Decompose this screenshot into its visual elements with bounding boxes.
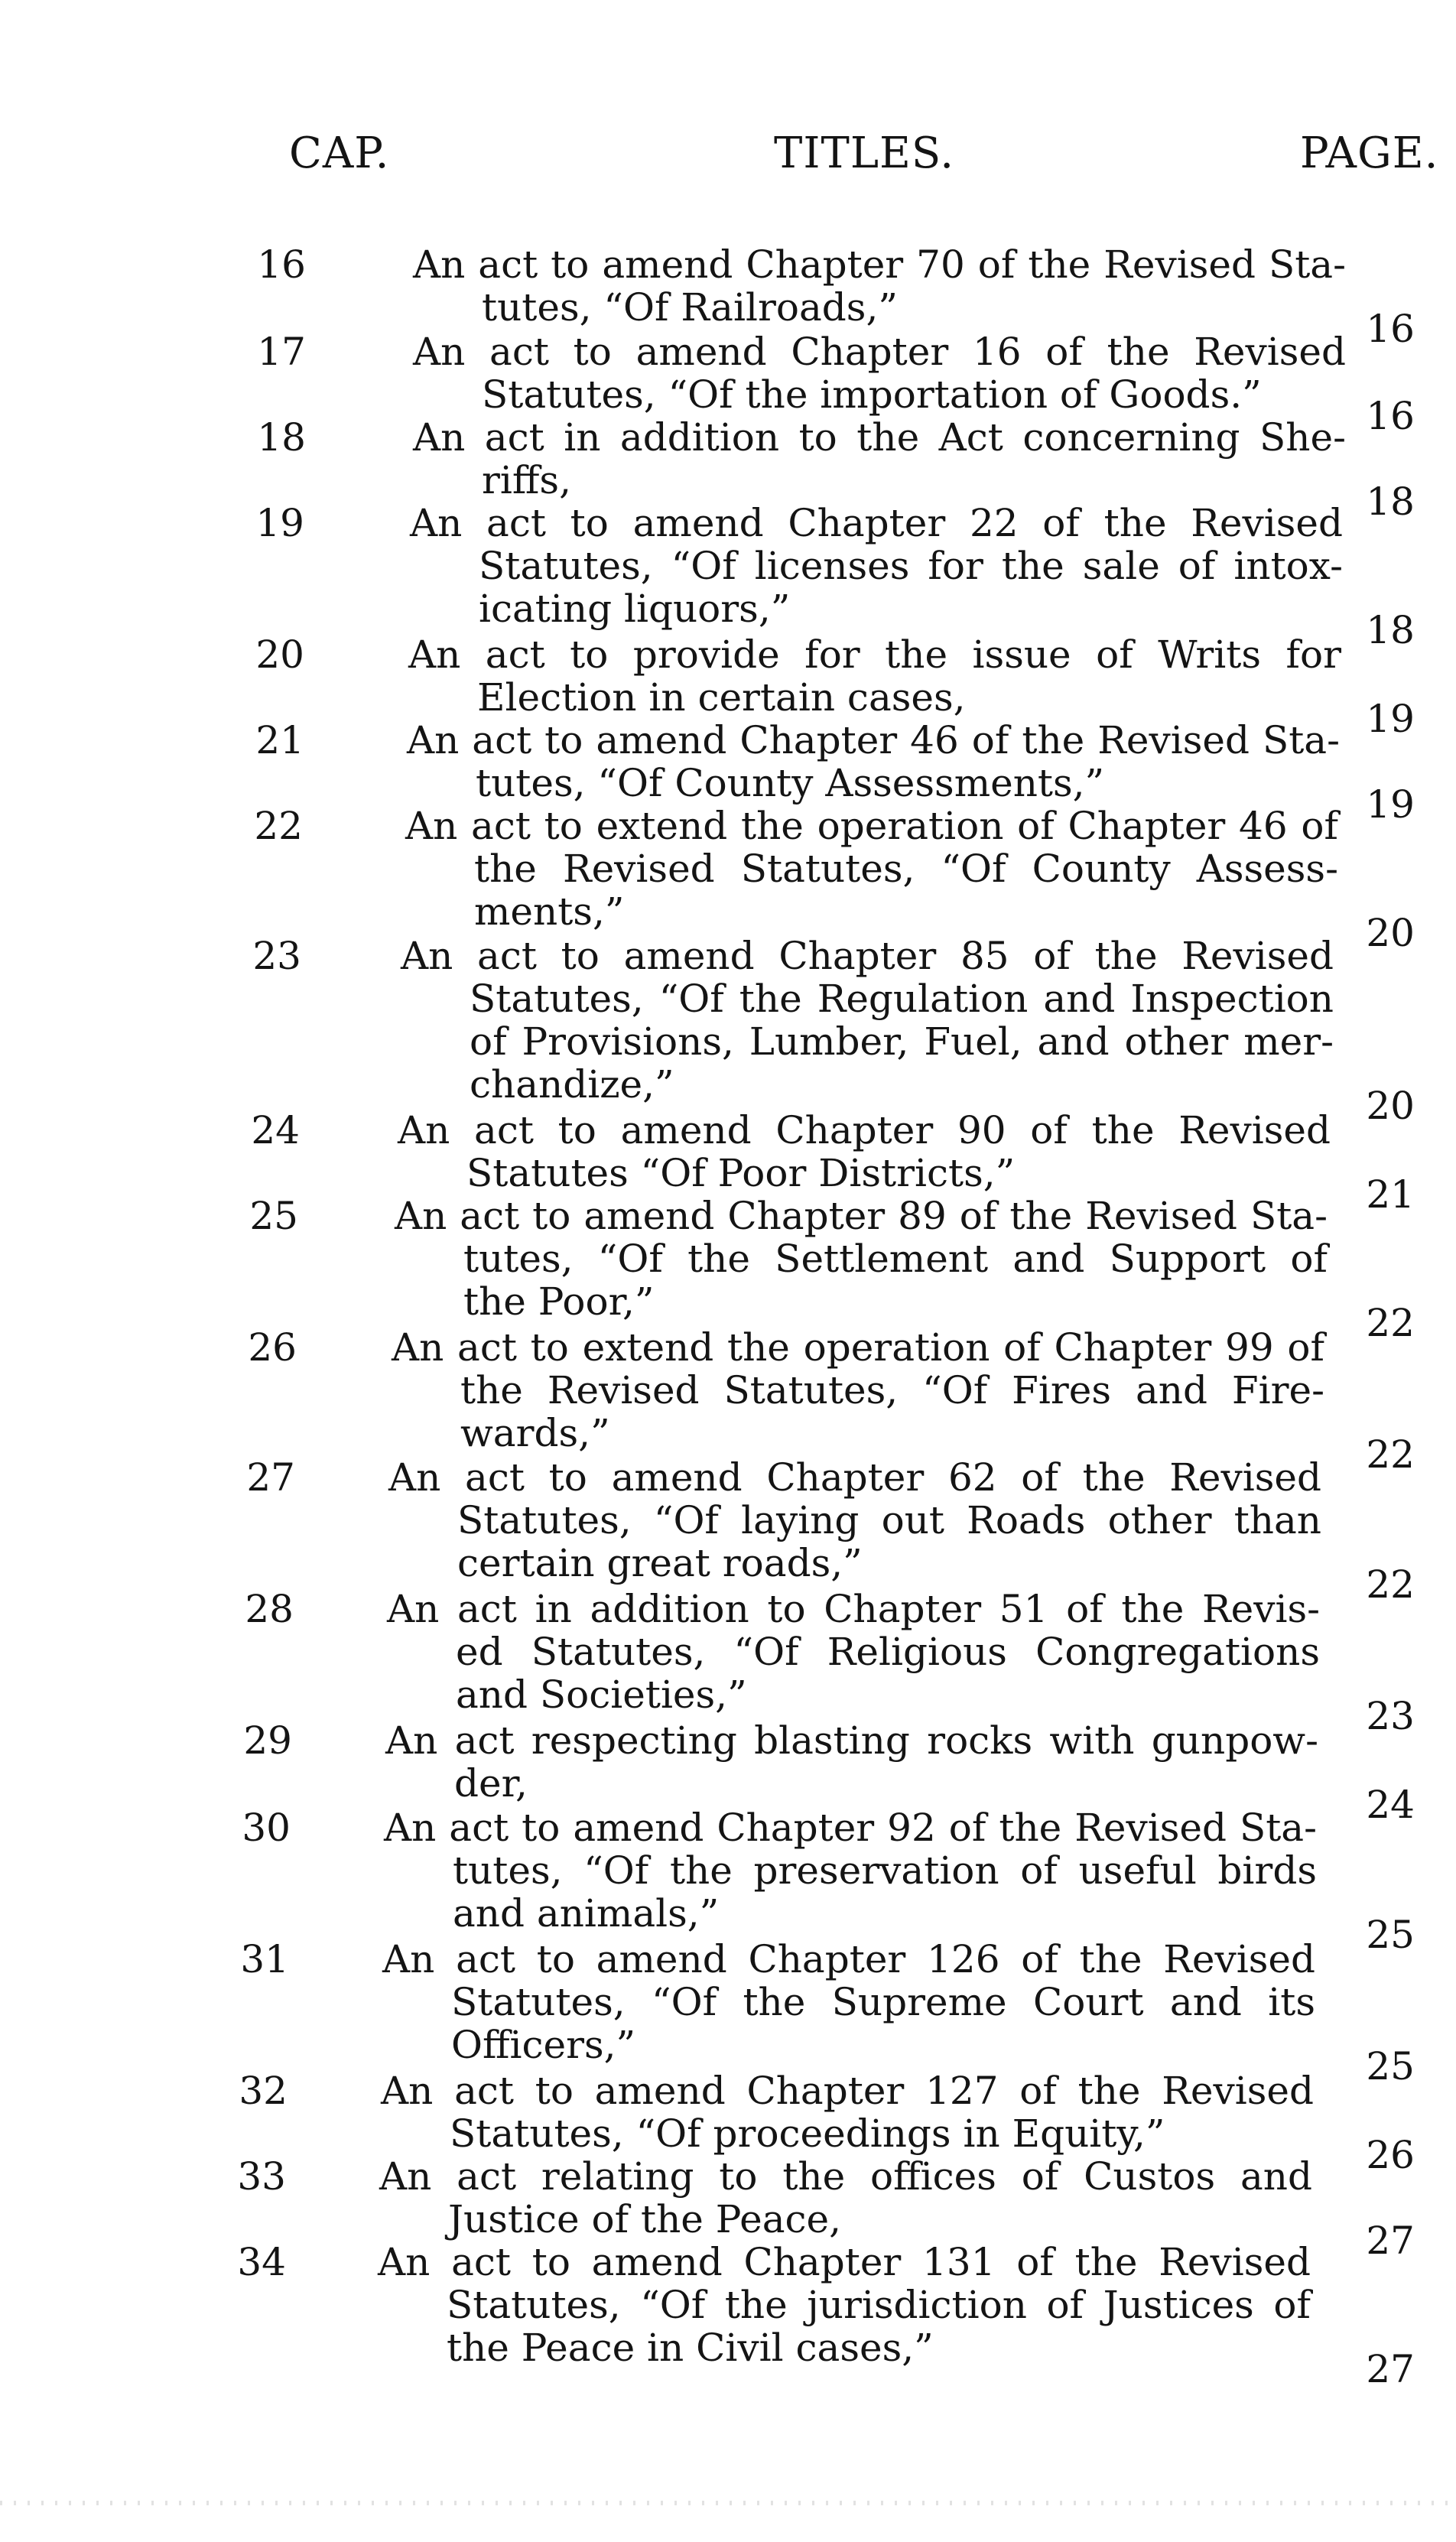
- page-number: 16: [1366, 394, 1415, 438]
- chapter-number: 30: [242, 1806, 291, 1850]
- page-number: 20: [1366, 911, 1415, 955]
- act-title-line: the Peace in Civil cases,”: [447, 2326, 934, 2370]
- chapter-number: 33: [237, 2154, 286, 2199]
- act-title-line: An act to extend the operation of Chapter 46 of: [405, 804, 1338, 848]
- page-number: 24: [1366, 1783, 1415, 1827]
- chapter-number: 22: [254, 804, 303, 848]
- chapter-number: 28: [245, 1587, 294, 1631]
- page-number: 22: [1366, 1432, 1415, 1477]
- act-title-line: An act in addition to the Act concerning She-: [413, 415, 1346, 460]
- act-title-line: An act to amend Chapter 62 of the Revised: [388, 1455, 1321, 1500]
- act-title: [401, 935, 1334, 1106]
- act-title-line: tutes, “Of the preservation of useful birds: [453, 1848, 1317, 1893]
- act-title-line: An act to amend Chapter 46 of the Revised Sta-: [407, 718, 1340, 762]
- act-title-line: An act to amend Chapter 90 of the Revised: [398, 1108, 1331, 1152]
- chapter-number: 21: [255, 718, 304, 762]
- act-title-line: Officers,”: [451, 2023, 636, 2067]
- act-title: [413, 416, 1346, 502]
- chapter-number: 23: [252, 934, 301, 978]
- chapter-number: 32: [239, 2069, 288, 2113]
- act-title-line: der,: [454, 1761, 528, 1806]
- act-title: [388, 1456, 1321, 1585]
- act-title-line: An act to amend Chapter 126 of the Revised: [382, 1937, 1315, 1981]
- act-title: [413, 330, 1346, 416]
- chapter-number: 19: [255, 501, 304, 545]
- act-title-line: certain great roads,”: [457, 1541, 863, 1585]
- page-number: 27: [1366, 2347, 1415, 2391]
- page-number: 19: [1366, 782, 1415, 827]
- page-number: 21: [1366, 1172, 1415, 1217]
- page-number: 23: [1366, 1694, 1415, 1738]
- act-title-line: An act to amend Chapter 22 of the Revised: [410, 501, 1343, 545]
- chapter-number: 25: [249, 1194, 298, 1238]
- act-title: [410, 502, 1343, 630]
- chapter-number: 31: [240, 1937, 289, 1981]
- act-title: [407, 719, 1340, 805]
- act-title-line: the Poor,”: [463, 1279, 655, 1324]
- act-title-line: the Revised Statutes, “Of County Assess-: [474, 847, 1338, 891]
- header-page: PAGE.: [1300, 128, 1439, 178]
- act-title-line: An act to provide for the issue of Writs for: [408, 632, 1341, 677]
- act-title-line: Statutes, “Of the importation of Goods.”: [482, 372, 1262, 417]
- page-edge-speckle: [0, 2501, 1456, 2505]
- act-title: [405, 805, 1338, 933]
- act-title-line: tutes, “Of Railroads,”: [482, 285, 898, 330]
- chapter-number: 34: [237, 2240, 286, 2284]
- act-title: [408, 633, 1341, 719]
- chapter-number: 26: [248, 1325, 297, 1370]
- page-number: 18: [1366, 479, 1415, 524]
- page-number: 27: [1366, 2219, 1415, 2263]
- chapter-number: 16: [257, 242, 306, 287]
- act-title: [395, 1195, 1328, 1323]
- chapter-number: 24: [251, 1108, 300, 1152]
- chapter-number: 20: [255, 632, 304, 677]
- act-title-line: icating liquors,”: [479, 587, 791, 631]
- page-number: 22: [1366, 1301, 1415, 1345]
- page-number: 22: [1366, 1562, 1415, 1607]
- act-title: [392, 1326, 1324, 1455]
- act-title-line: An act to amend Chapter 85 of the Revised: [401, 934, 1334, 978]
- act-title-line: An act to amend Chapter 131 of the Revised: [378, 2240, 1311, 2284]
- act-title-line: An act to amend Chapter 89 of the Revised Sta-: [395, 1194, 1328, 1238]
- act-title-line: Justice of the Peace,: [448, 2197, 842, 2241]
- act-title: [398, 1109, 1331, 1195]
- act-title-line: and Societies,”: [456, 1672, 747, 1717]
- act-title-line: An act respecting blasting rocks with gunpow-: [385, 1718, 1318, 1763]
- page-number: 25: [1366, 2044, 1415, 2089]
- page-number: 26: [1366, 2133, 1415, 2177]
- act-title-line: Statutes, “Of licenses for the sale of intox-: [479, 544, 1343, 588]
- act-title-line: Statutes, “Of laying out Roads other than: [457, 1498, 1321, 1542]
- act-title-line: An act to amend Chapter 70 of the Revised Sta-: [413, 242, 1346, 287]
- act-title: [379, 2155, 1312, 2241]
- act-title-line: An act relating to the offices of Custos and: [379, 2154, 1312, 2199]
- act-title: [382, 1938, 1315, 2066]
- page-number: 20: [1366, 1084, 1415, 1128]
- header-titles: TITLES.: [774, 128, 955, 178]
- act-title: [381, 2069, 1314, 2155]
- page-number: 25: [1366, 1913, 1415, 1957]
- page-number: 18: [1366, 608, 1415, 652]
- act-title-line: Statutes, “Of proceedings in Equity,”: [450, 2111, 1165, 2156]
- act-title-line: An act to amend Chapter 92 of the Revised Sta-: [384, 1806, 1317, 1850]
- header-cap: CAP.: [289, 128, 390, 178]
- page-number: 19: [1366, 697, 1415, 741]
- act-title-line: An act in addition to Chapter 51 of the Revis-: [387, 1587, 1320, 1631]
- act-title: [378, 2241, 1311, 2369]
- act-title-line: wards,”: [460, 1411, 610, 1455]
- chapter-number: 29: [243, 1718, 292, 1763]
- act-title-line: the Revised Statutes, “Of Fires and Fire-: [460, 1368, 1324, 1412]
- chapter-number: 27: [246, 1455, 295, 1500]
- chapter-number: 17: [257, 330, 306, 374]
- act-title-line: Statutes “Of Poor Districts,”: [466, 1151, 1016, 1195]
- act-title-line: ments,”: [474, 889, 625, 934]
- page-number: 16: [1366, 307, 1415, 351]
- act-title-line: An act to extend the operation of Chapter 99 of: [392, 1325, 1324, 1370]
- act-title-line: of Provisions, Lumber, Fuel, and other mer-: [470, 1019, 1334, 1064]
- act-title-line: Statutes, “Of the Supreme Court and its: [451, 1980, 1315, 2024]
- chapter-number: 18: [257, 415, 306, 460]
- act-title: [413, 243, 1346, 329]
- act-title-line: Election in certain cases,: [477, 675, 966, 720]
- act-title-line: chandize,”: [470, 1062, 674, 1107]
- act-title-line: and animals,”: [453, 1891, 720, 1936]
- act-title-line: tutes, “Of County Assessments,”: [476, 761, 1105, 805]
- act-title-line: tutes, “Of the Settlement and Support of: [463, 1237, 1328, 1281]
- act-title-line: Statutes, “Of the jurisdiction of Justices of: [447, 2283, 1311, 2327]
- act-title: [384, 1806, 1317, 1935]
- act-title-line: ed Statutes, “Of Religious Congregations: [456, 1630, 1320, 1674]
- act-title-line: An act to amend Chapter 16 of the Revised: [413, 330, 1346, 374]
- act-title: [387, 1588, 1320, 1716]
- act-title: [385, 1719, 1318, 1805]
- act-title-line: Statutes, “Of the Regulation and Inspection: [470, 977, 1334, 1021]
- act-title-line: riffs,: [482, 458, 571, 502]
- act-title-line: An act to amend Chapter 127 of the Revised: [381, 2069, 1314, 2113]
